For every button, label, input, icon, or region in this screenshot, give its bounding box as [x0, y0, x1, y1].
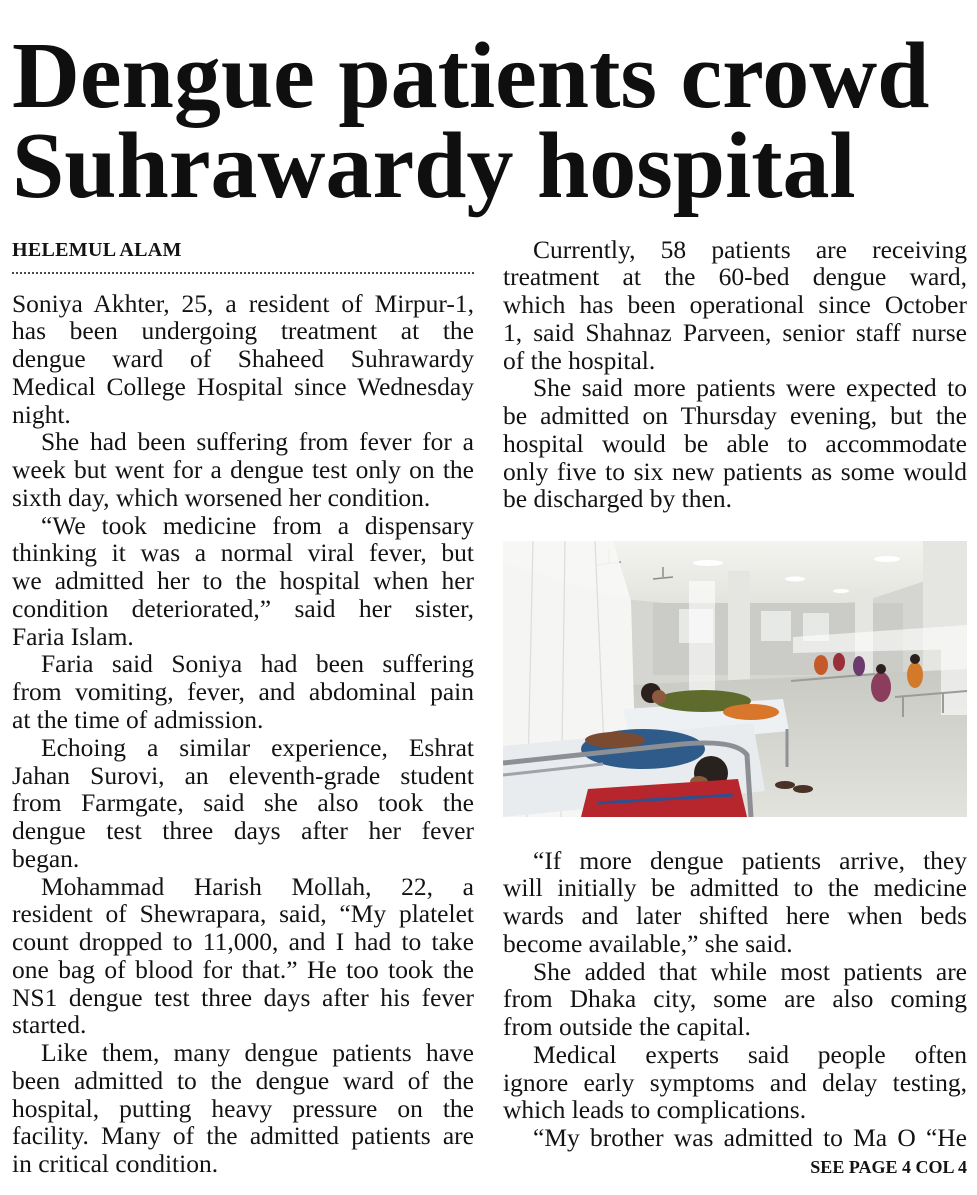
text-line: began.: [12, 843, 80, 873]
ceiling-light: [874, 556, 900, 562]
paragraph: [503, 1041, 967, 1124]
text-line: at the time of admission.: [12, 704, 264, 734]
patient-arm: [585, 732, 645, 748]
ward-photo: [503, 541, 967, 817]
text-line: Like them, many dengue patients have: [41, 1038, 474, 1068]
text-line: night.: [12, 399, 71, 429]
paragraph: [12, 1039, 474, 1178]
ceiling-light: [833, 589, 849, 593]
text-line: has been undergoing treatment at the: [12, 316, 474, 346]
right-column-bottom: [503, 847, 967, 1152]
ceiling-light: [693, 560, 723, 566]
text-line: count dropped to 11,000, and I had to take: [12, 927, 474, 957]
text-line: She had been suffering from fever for a: [41, 427, 474, 457]
net: [941, 629, 967, 715]
text-line: NS1 dengue test three days after his fever: [12, 982, 474, 1012]
patient: [907, 662, 923, 688]
patient-head: [910, 654, 920, 664]
patient-head: [876, 664, 886, 674]
text-line: Echoing a similar experience, Eshrat: [41, 732, 474, 762]
paragraph: [503, 1124, 967, 1152]
headline: [12, 24, 930, 218]
text-line: Mohammad Harish Mollah, 22, a: [41, 871, 474, 901]
patient: [871, 672, 891, 702]
text-line: “My brother was admitted to Ma O “He: [533, 1123, 967, 1153]
pillar: [728, 571, 750, 686]
text-line: resident of Shewrapara, said, “My platelet: [12, 899, 474, 929]
text-line: been admitted to the dengue ward of the: [12, 1065, 474, 1095]
text-line: She said more patients were expected to: [533, 373, 967, 403]
paragraph: [12, 512, 474, 651]
text-line: dengue ward of Shaheed Suhrawardy: [12, 344, 474, 374]
text-line: which has been operational since October: [503, 290, 967, 320]
patient-face: [652, 690, 666, 704]
text-line: only five to six new patients as some would: [503, 456, 967, 486]
byline-divider: [12, 272, 474, 274]
text-line: Currently, 58 patients are receiving: [533, 234, 967, 264]
text-line: from Dhaka city, some are also coming: [503, 984, 967, 1014]
text-line: Faria said Soniya had been suffering: [41, 649, 474, 679]
text-line: hospital would be able to accommodate: [503, 428, 967, 458]
text-line: hospital, putting heavy pressure on the: [12, 1093, 474, 1123]
text-line: facility. Many of the admitted patients are: [12, 1121, 474, 1151]
text-line: will initially be admitted to the medicine: [503, 873, 967, 903]
text-line: Soniya Akhter, 25, a resident of Mirpur-1,: [12, 288, 474, 318]
text-line: thinking it was a normal viral fever, but: [12, 538, 474, 568]
text-line: She added that while most patients are: [533, 956, 967, 986]
text-line: Jahan Surovi, an eleventh-grade student: [12, 760, 474, 790]
patient: [853, 656, 865, 676]
text-line: Medical experts said people often: [533, 1039, 967, 1069]
text-line: “We took medicine from a dispensary: [41, 510, 474, 540]
text-line: sixth day, which worsened her condition.: [12, 482, 431, 512]
text-line: started.: [12, 1010, 87, 1040]
paragraph: [12, 650, 474, 733]
paragraph: [503, 236, 967, 375]
net: [689, 581, 715, 691]
paragraph: [12, 734, 474, 873]
text-line: ignore early symptoms and delay testing,: [503, 1067, 967, 1097]
text-line: one bag of blood for that.” He too took the: [12, 954, 474, 984]
patient: [833, 653, 845, 671]
text-line: Faria Islam.: [12, 621, 134, 651]
slipper: [775, 781, 795, 789]
window: [761, 611, 791, 641]
left-column: [12, 290, 474, 1179]
text-line: treatment at the 60-bed dengue ward,: [503, 262, 967, 292]
text-line: which leads to complications.: [503, 1095, 807, 1125]
ward-photo-image: [503, 541, 967, 817]
paragraph: [503, 847, 967, 958]
text-line: condition deteriorated,” said her sister,: [12, 593, 474, 623]
text-line: dengue test three days after her fever: [12, 816, 474, 846]
continuation-note: SEE PAGE 4 COL 4: [810, 1157, 967, 1177]
right-column-top: [503, 236, 967, 514]
text-line: be admitted on Thursday evening, but the: [503, 401, 967, 431]
text-line: “If more dengue patients arrive, they: [533, 845, 967, 875]
text-line: 1, said Shahnaz Parveen, senior staff nurse: [503, 317, 967, 347]
paragraph: [12, 428, 474, 511]
paragraph: [503, 374, 967, 513]
text-line: Medical College Hospital since Wednesday: [12, 371, 474, 401]
headline-line-2: Suhrawardy hospital: [12, 114, 856, 218]
text-line: wards and later shifted here when beds: [503, 901, 967, 931]
text-line: in critical condition.: [12, 1149, 219, 1179]
patient-sari: [723, 704, 779, 720]
text-line: be discharged by then.: [503, 484, 732, 514]
paragraph: [12, 873, 474, 1040]
paragraph: [12, 290, 474, 429]
ceiling-light: [785, 577, 805, 582]
text-line: of the hospital.: [503, 345, 656, 375]
text-line: week but went for a dengue test only on the: [12, 455, 474, 485]
paragraph: [503, 958, 967, 1041]
byline: HELEMUL ALAM: [12, 239, 182, 261]
text-line: from Farmgate, said she also took the: [12, 788, 474, 818]
patient: [814, 655, 828, 675]
text-line: we admitted her to the hospital when her: [12, 566, 474, 596]
headline-line-1: Dengue patients crowd: [12, 24, 930, 128]
text-line: from vomiting, fever, and abdominal pain: [12, 677, 474, 707]
slipper: [793, 785, 813, 793]
text-line: become available,” she said.: [503, 928, 793, 958]
text-line: from outside the capital.: [503, 1012, 751, 1042]
